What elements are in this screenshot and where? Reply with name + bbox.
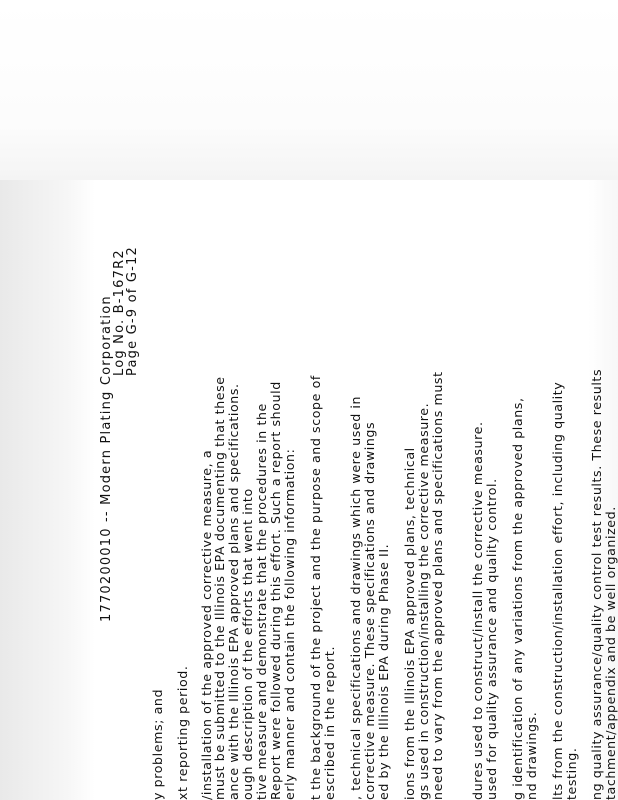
body-line: y problems; and bbox=[150, 688, 165, 800]
header-page-number: Page G-9 of G-12 bbox=[125, 246, 140, 376]
body-line: Report were followed during this effort. Such a report should bbox=[268, 381, 283, 800]
body-line: t the background of the project and the purpose and scope of bbox=[308, 375, 323, 800]
body-line: used for quality assurance and quality control. bbox=[484, 478, 499, 800]
header-document-id: 1770200010 -- Modern Plating Corporation bbox=[99, 295, 114, 622]
body-line: ough description of the efforts that went into bbox=[240, 488, 255, 800]
body-line: erly manner and contain the following information: bbox=[282, 448, 297, 800]
body-line: need to vary from the approved plans and specifications must bbox=[430, 371, 445, 800]
body-line: g identification of any variations from the approved plans, bbox=[510, 397, 525, 800]
body-line: , technical specifications and drawings which were used in bbox=[348, 395, 363, 800]
body-line: nd drawings. bbox=[524, 711, 539, 800]
body-line: gs used in construction/installing the corrective measure. bbox=[416, 402, 431, 800]
body-line: lts from the construction/installation effort, including quality bbox=[550, 381, 565, 800]
body-line: ed by the Illinois EPA during Phase II. bbox=[376, 543, 391, 800]
body-line: must be submitted to the Illinois EPA documenting that these bbox=[212, 376, 227, 800]
body-line: tachment/appendix and be well organized. bbox=[603, 506, 618, 800]
body-line: ions from the Illinois EPA approved plans, technical bbox=[402, 447, 417, 800]
body-line: ance with the Illinois EPA approved plans and specifications. bbox=[226, 383, 241, 800]
body-line: /installation of the approved corrective measure, a bbox=[199, 449, 214, 800]
body-line: tive measure and demonstrate that the procedures in the bbox=[254, 403, 269, 800]
body-line: ng quality assurance/quality control test results. These results bbox=[589, 368, 604, 800]
body-line: dures used to construct/install the corrective measure. bbox=[470, 421, 485, 800]
body-line: xt reporting period. bbox=[175, 665, 190, 800]
body-line: escribed in the report. bbox=[322, 645, 337, 800]
body-line: corrective measure. These specifications and drawings bbox=[362, 421, 377, 800]
body-line: testing. bbox=[564, 747, 579, 800]
header-log-number: Log No. B-167R2 bbox=[112, 249, 127, 376]
